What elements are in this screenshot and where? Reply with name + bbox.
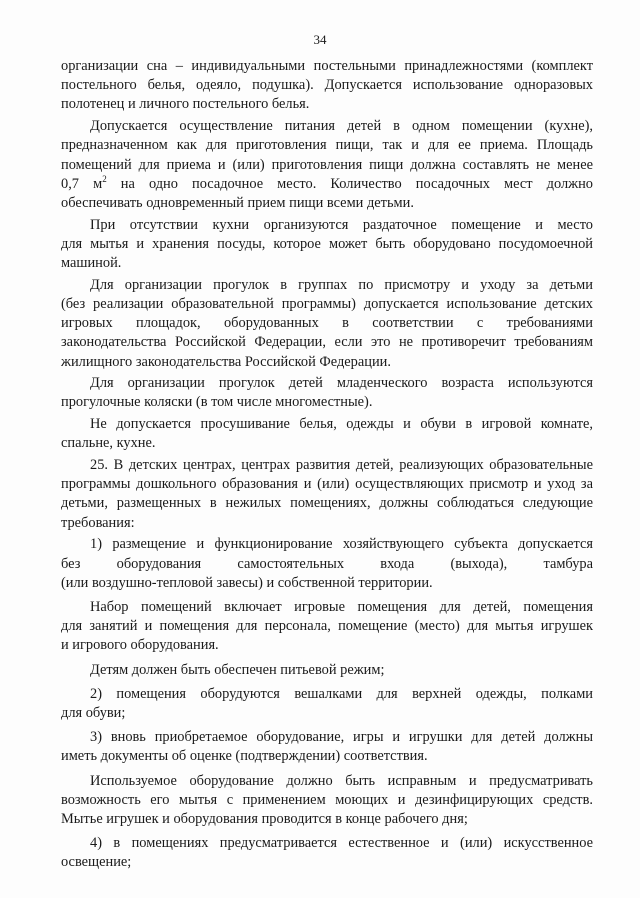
page-number: 34 [313, 32, 327, 47]
text-line: При отсутствии кухни организуются раздаточное помещение и место [90, 216, 593, 233]
text-line: машиной. [61, 255, 122, 272]
text-line: для занятий и помещения для персонала, помещение (место) для мытья игрушек [61, 618, 593, 635]
text-line: полотенец и личного постельного белья. [61, 96, 310, 113]
document-body [61, 57, 593, 873]
text-line: и игрового оборудования. [61, 637, 219, 654]
text-line: Допускается осуществление питания детей в одном помещении (кухне), [90, 118, 593, 135]
text-line: 1) размещение и функционирование хозяйствующего субъекта допускается [90, 536, 593, 553]
text-line: спальне, кухне. [61, 435, 156, 452]
text-line: Набор помещений включает игровые помещения для детей, помещения [90, 598, 593, 615]
text-line: программы дошкольного образования и (или) осуществляющих присмотр и уход за [61, 476, 593, 493]
text-line: игровых площадок, оборудованных в соответствии с требованиями [61, 315, 593, 332]
text-span: 0,7 м [61, 175, 103, 192]
text-line: постельного белья, одеяло, подушка). Допускается использование одноразовых [61, 77, 593, 94]
text-line: Используемое оборудование должно быть исправным и предусматривать [90, 772, 593, 789]
text-line: 25. В детских центрах, центрах развития детей, реализующих образовательные [90, 457, 593, 474]
text-line: 3) вновь приобретаемое оборудование, игры и игрушки для детей должны [90, 729, 593, 746]
text-line: 4) в помещениях предусматривается естественное и (или) искусственное [90, 835, 593, 852]
text-line: обеспечивать одновременный прием пищи всеми детьми. [61, 194, 414, 211]
text-line: освещение; [61, 854, 132, 871]
text-line: для мытья и хранения посуды, которое может быть оборудовано посудомоечной [61, 235, 593, 252]
text-line: законодательства Российской Федерации, если это не противоречит требованиям [61, 334, 593, 351]
text-line: прогулочные коляски (в том числе многоместные). [61, 394, 373, 411]
text-line: иметь документы об оценке (подтверждении) соответствия. [61, 748, 428, 765]
text-line: организации сна – индивидуальными постельными принадлежностями (комплект [61, 58, 593, 74]
text-line: без оборудования самостоятельных входа (выхода), тамбура [61, 555, 593, 572]
text-line: Для организации прогулок детей младенческого возраста используются [90, 375, 593, 392]
text-line: детьми, размещенных в нежилых помещениях, должны соблюдаться следующие [61, 495, 593, 512]
text-line: Детям должен быть обеспечен питьевой режим; [90, 661, 385, 678]
text-line: жилищного законодательства Российской Федерации. [61, 353, 391, 370]
text-line: (или воздушно-тепловой завесы) и собственной территории. [61, 574, 433, 591]
text-line: требования: [61, 514, 135, 531]
text-line [61, 175, 593, 194]
text-line: (без реализации образовательной программы) допускается использование детских [61, 295, 593, 312]
text-line: Для организации прогулок в группах по присмотру и уходу за детьми [90, 276, 593, 293]
text-line: для обуви; [61, 705, 126, 721]
text-line: предназначенном как для приготовления пищи, так и для ее приема. Площадь [61, 137, 593, 154]
superscript: 2 [102, 173, 107, 184]
text-line: помещений для приема и (или) приготовления пищи должна составлять не менее [61, 156, 593, 173]
text-line: Не допускается просушивание белья, одежды и обуви в игровой комнате, [90, 416, 593, 433]
text-span: на одно посадочное место. Количество посадочных мест должно [106, 175, 593, 192]
text-line: возможность его мытья с применением моющих и дезинфицирующих средств. [61, 791, 593, 808]
text-line: Мытье игрушек и оборудования проводится в конце рабочего дня; [61, 811, 468, 828]
text-line: 2) помещения оборудуются вешалками для верхней одежды, полками [90, 685, 593, 702]
